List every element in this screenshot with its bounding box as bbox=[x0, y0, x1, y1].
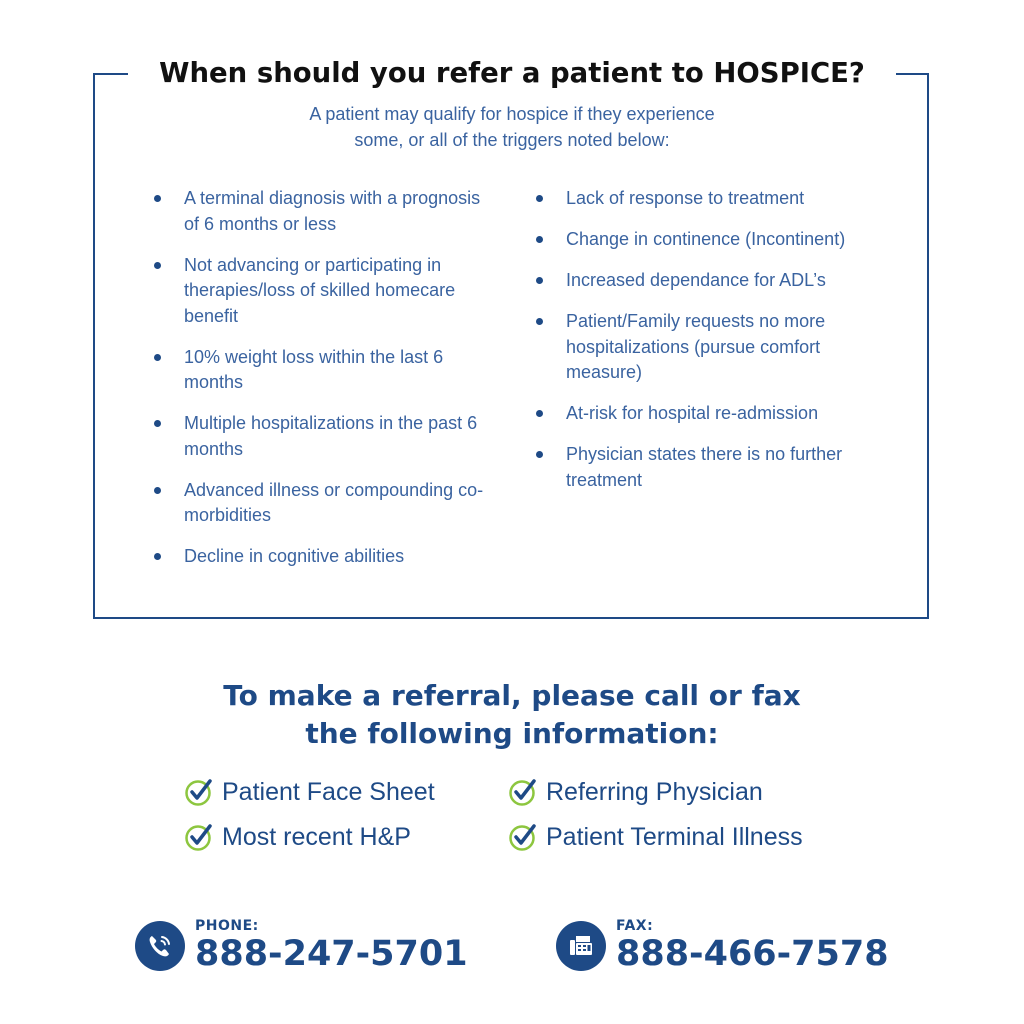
bullet-dot-icon bbox=[536, 277, 543, 284]
list-item bbox=[532, 186, 892, 212]
intro-text bbox=[200, 101, 824, 153]
bullet-dot-icon bbox=[536, 410, 543, 417]
bullet-dot-icon bbox=[154, 354, 161, 361]
bullet-dot-icon bbox=[154, 553, 161, 560]
trigger-text: Physician states there is no further treatment bbox=[566, 444, 843, 490]
phone-text bbox=[195, 918, 468, 974]
bullet-dot-icon bbox=[154, 487, 161, 494]
list-item bbox=[532, 401, 892, 427]
fax-label: FAX: bbox=[616, 918, 654, 934]
trigger-text: 10% weight loss within the last 6 months bbox=[184, 346, 444, 392]
checklist-text: Referring Physician bbox=[546, 778, 763, 806]
phone-contact bbox=[135, 918, 468, 974]
list-item bbox=[150, 411, 490, 462]
list-item bbox=[150, 186, 490, 237]
checklist-text: Patient Face Sheet bbox=[222, 778, 435, 806]
checklist-item bbox=[508, 822, 803, 852]
bullet-dot-icon bbox=[536, 236, 543, 243]
fax-number[interactable]: 888-466-7578 bbox=[616, 934, 889, 974]
list-item bbox=[532, 442, 892, 493]
page-title: When should you refer a patient to HOSPICE? bbox=[128, 52, 896, 94]
check-circle-icon bbox=[184, 822, 214, 852]
phone-icon bbox=[135, 921, 185, 971]
checklist-item bbox=[184, 777, 435, 807]
list-item bbox=[532, 227, 892, 253]
bullet-dot-icon bbox=[154, 262, 161, 269]
trigger-text: At-risk for hospital re-admission bbox=[566, 403, 819, 423]
list-item bbox=[150, 345, 490, 396]
trigger-text: Change in continence (Incontinent) bbox=[566, 229, 846, 249]
phone-label: PHONE: bbox=[195, 918, 259, 934]
check-circle-icon bbox=[508, 777, 538, 807]
list-item bbox=[150, 253, 490, 330]
phone-number[interactable]: 888-247-5701 bbox=[195, 934, 468, 974]
referral-heading-line-2: the following information: bbox=[305, 717, 719, 750]
bullet-dot-icon bbox=[536, 451, 543, 458]
trigger-text: Not advancing or participating in therapies/loss of skilled homecare benefit bbox=[184, 254, 456, 326]
fax-contact bbox=[556, 918, 889, 974]
check-circle-icon bbox=[508, 822, 538, 852]
check-circle-icon bbox=[184, 777, 214, 807]
trigger-text: Advanced illness or compounding co-morbidities bbox=[184, 479, 484, 525]
bullet-dot-icon bbox=[154, 195, 161, 202]
trigger-text: A terminal diagnosis with a prognosis of 6 months or less bbox=[184, 188, 481, 234]
list-item bbox=[150, 478, 490, 529]
trigger-text: Decline in cognitive abilities bbox=[184, 546, 405, 566]
list-item bbox=[532, 309, 892, 386]
checklist-text: Patient Terminal Illness bbox=[546, 823, 803, 851]
trigger-text: Multiple hospitalizations in the past 6 months bbox=[184, 413, 478, 459]
trigger-text: Patient/Family requests no more hospitalizations (pursue comfort measure) bbox=[566, 311, 826, 382]
bullet-dot-icon bbox=[536, 195, 543, 202]
triggers-list-right bbox=[532, 186, 892, 509]
triggers-list-left bbox=[150, 186, 490, 585]
intro-line-2: some, or all of the triggers noted below: bbox=[354, 130, 670, 150]
checklist-text: Most recent H&P bbox=[222, 823, 411, 851]
bullet-dot-icon bbox=[536, 318, 543, 325]
trigger-text: Increased dependance for ADL’s bbox=[566, 270, 826, 290]
fax-icon bbox=[556, 921, 606, 971]
checklist-item bbox=[184, 822, 411, 852]
fax-text bbox=[616, 918, 889, 974]
list-item bbox=[150, 544, 490, 570]
checklist-item bbox=[508, 777, 763, 807]
list-item bbox=[532, 268, 892, 294]
trigger-text: Lack of response to treatment bbox=[566, 188, 805, 208]
referral-heading bbox=[112, 677, 912, 753]
referral-heading-line-1: To make a referral, please call or fax bbox=[223, 679, 801, 712]
intro-line-1: A patient may qualify for hospice if they experience bbox=[309, 104, 715, 124]
bullet-dot-icon bbox=[154, 420, 161, 427]
